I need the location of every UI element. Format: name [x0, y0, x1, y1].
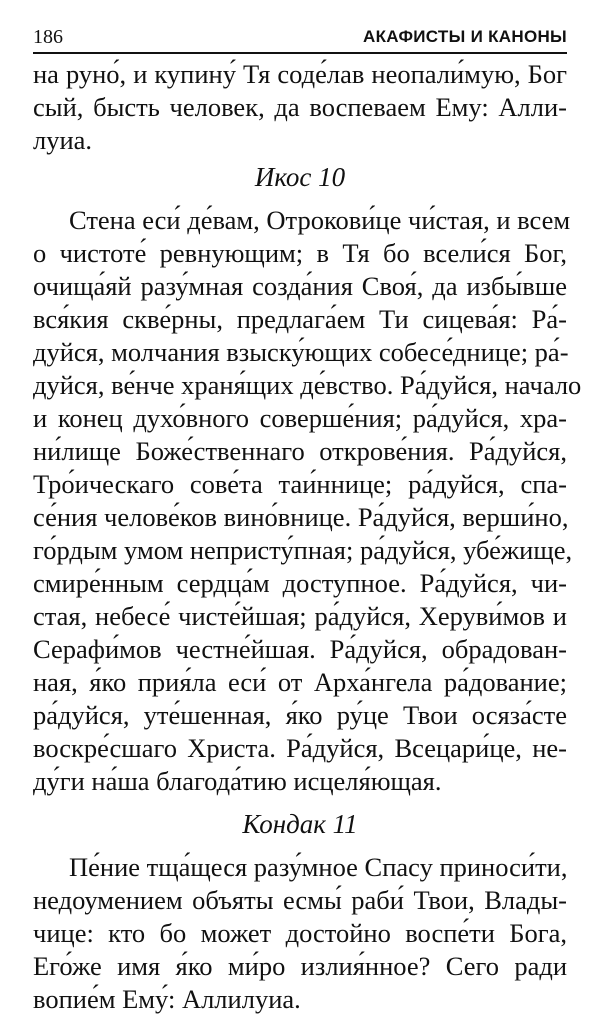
text-line: Серафи́мов честне́йшая. Ра́дуйся, обрадован-: [33, 634, 567, 664]
ikos-title: Икос 10: [254, 162, 346, 192]
text-line: Пе́ние тща́щеся разу́мное Спасу приноси́ти,: [69, 852, 568, 882]
text-line: го́рдым умом непристу́пная; ра́дуйся, убе́жище,: [33, 535, 573, 565]
kontakion-title: Кондак 11: [242, 809, 358, 839]
text-line: ду́ги на́ша благода́тию исцеля́ющая.: [33, 766, 442, 796]
text-line: чице: кто бо может достойно воспе́ти Бога,: [33, 918, 567, 948]
text-line: дуйся, ве́нче храня́щих де́вство. Ра́дуйся, начало: [33, 370, 582, 400]
text-line: ни́лище Боже́ственнаго открове́ния. Ра́дуйся,: [33, 436, 567, 466]
text-line: о чистоте́ ревнующим; в Тя бо всели́ся Бог,: [33, 238, 567, 268]
text-line: се́ния челове́ков вино́внице. Ра́дуйся, верши́но,: [33, 502, 569, 532]
ikos-paragraph: [33, 204, 582, 798]
text-line: вопие́м Ему́: Аллилуиа.: [33, 984, 301, 1014]
text-line: Его́же имя я́ко ми́ро излия́нное? Сего ради: [33, 951, 567, 981]
text-line: дуйся, молчания взыску́ющих собесе́днице; ра́-: [33, 337, 569, 367]
text-line: Стена еси́ де́вам, Отрокови́це чи́стая, и всем: [69, 205, 571, 235]
text-line: ная, я́ко прия́ла еси́ от Арха́нгела ра́дование;: [33, 667, 567, 697]
text-line: луиа.: [33, 125, 93, 155]
page-number: 186: [33, 26, 63, 48]
text-line: очища́яй разу́мная созда́ния Своя́, да избы́вше: [33, 271, 567, 301]
kontakion-paragraph: [33, 851, 567, 1016]
text-line: вся́кия скве́рны, предлага́ем Ти сицева́я: Ра́-: [33, 304, 567, 334]
text-line: ра́дуйся, уте́шенная, я́ко ру́це Твои осяза́сте: [33, 700, 567, 730]
book-page: [33, 22, 582, 1016]
text-line: смире́нным сердца́м доступное. Ра́дуйся, чи-: [33, 568, 567, 598]
running-title: АКАФИСТЫ И КАНОНЫ: [363, 27, 567, 46]
page-header: [33, 22, 567, 54]
text-line: Тро́ическаго сове́та таи́ннице; ра́дуйся, спа-: [33, 469, 567, 499]
opening-paragraph: [33, 58, 567, 157]
text-line: и конец духо́вного соверше́ния; ра́дуйся, хра-: [33, 403, 567, 433]
text-line: недоумением объяты есмы́ раби́ Твои, Влады-: [33, 885, 567, 915]
text-line: на руно́, и купину́ Тя соде́лав неопали́мую, Бог: [33, 59, 567, 89]
text-line: воскре́сшаго Христа. Ра́дуйся, Всецари́це, не-: [33, 733, 567, 763]
text-line: сый, бысть человек, да воспеваем Ему: Алли-: [33, 92, 567, 122]
text-line: стая, небесе́ чисте́йшая; ра́дуйся, Херуви́мов и: [33, 601, 567, 631]
